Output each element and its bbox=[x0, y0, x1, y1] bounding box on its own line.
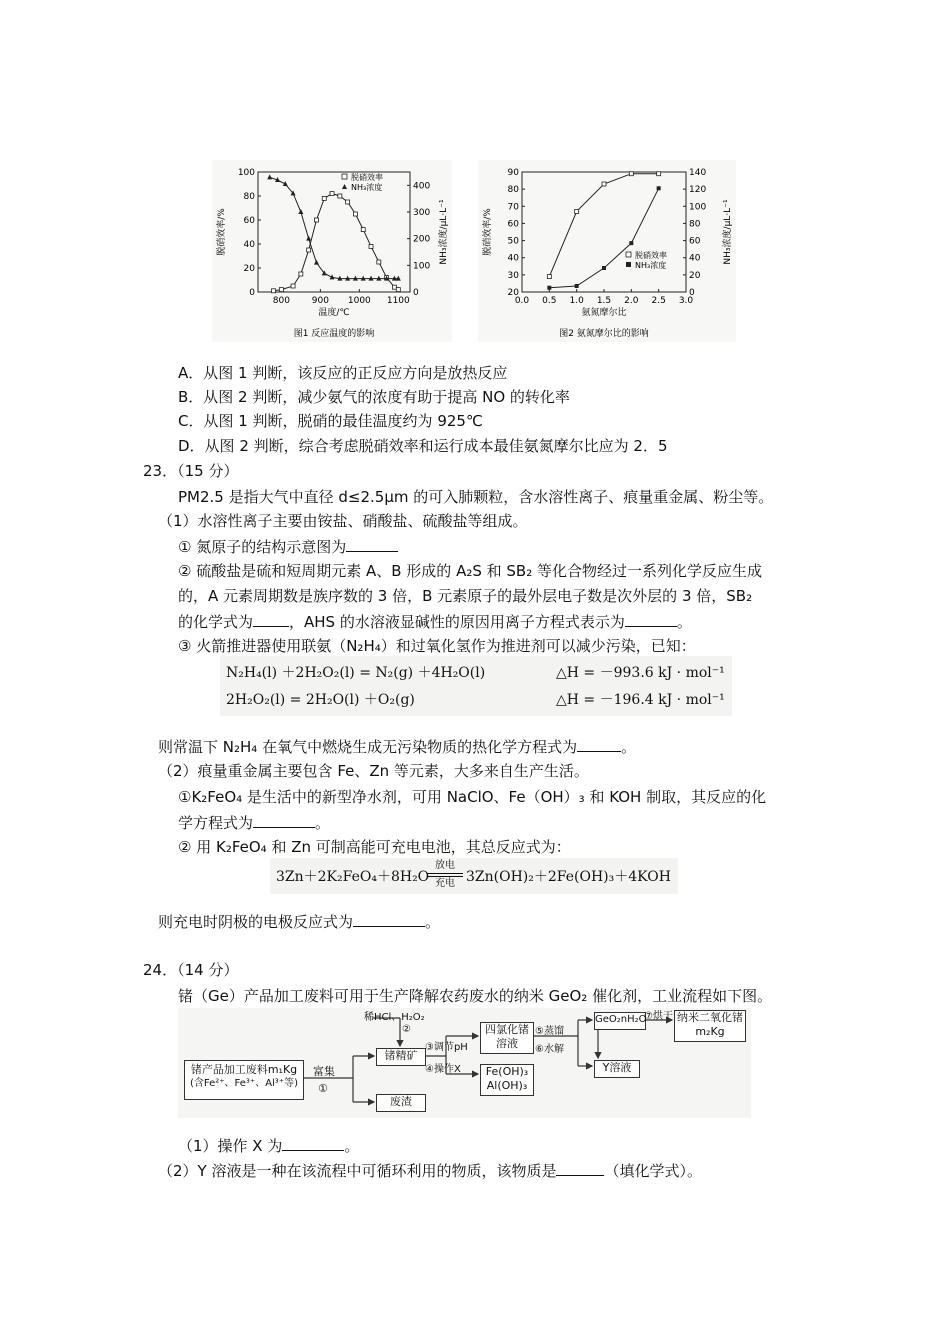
y-tick-label: 20 bbox=[243, 264, 255, 274]
q23-p1-2b: 的，A 元素周期数是族序数的 3 倍，B 元素原子的最外层电子数是次外层的 3 倍，SB₂ bbox=[178, 587, 753, 605]
q23-p2-1b-b: 。 bbox=[315, 814, 331, 832]
y-tick-label: 60 bbox=[243, 216, 255, 226]
flow-step2: ② bbox=[402, 1024, 411, 1035]
chart-title: 图1 反应温度的影响 bbox=[293, 329, 375, 339]
flow-reagent: 稀HCl、H₂O₂ bbox=[364, 1012, 425, 1023]
eq2-right: △H = －196.4 kJ · mol⁻¹ bbox=[556, 692, 725, 708]
q23-p1-3b-a: 则常温下 N₂H₄ 在氧气中燃烧生成无污染物质的热化学方程式为 bbox=[158, 738, 578, 756]
data-point-efficiency bbox=[307, 248, 311, 252]
data-point-efficiency bbox=[602, 182, 606, 186]
answer-blank-1[interactable] bbox=[346, 535, 398, 552]
x-axis-label: 氨氮摩尔比 bbox=[581, 308, 627, 318]
figure-2 bbox=[478, 160, 736, 342]
plot-frame bbox=[258, 172, 410, 292]
y2-tick-label: 60 bbox=[689, 236, 701, 247]
y2-axis-label: NH₃浓度/μL·L⁻¹ bbox=[723, 199, 733, 265]
plot-frame bbox=[522, 172, 686, 292]
y2-tick-label: 100 bbox=[689, 202, 707, 213]
option-d: D．从图 2 判断，综合考虑脱硝效率和运行成本最佳氨氮摩尔比应为 2．5 bbox=[178, 437, 668, 455]
q23-p2-3-a: 则充电时阴极的电极反应式为 bbox=[158, 913, 354, 931]
flow-product: 纳米二氧化锗 m₂Kg bbox=[674, 1010, 746, 1042]
flow-geo2-hydrate: GeO₂nH₂O bbox=[594, 1012, 646, 1030]
figure-1-chart bbox=[212, 160, 452, 342]
data-point-efficiency bbox=[291, 284, 295, 288]
q23-p2-1b-a: 学方程式为 bbox=[178, 814, 254, 832]
data-point-nh3 bbox=[396, 276, 401, 281]
x-tick-label: 0.0 bbox=[514, 296, 530, 306]
data-point-efficiency bbox=[338, 194, 342, 198]
q23-p1-3b-b: 。 bbox=[621, 738, 637, 756]
q23-p2-3 bbox=[158, 910, 440, 933]
y-tick-label: 40 bbox=[507, 253, 519, 264]
data-point-efficiency bbox=[279, 288, 283, 292]
answer-blank-2[interactable] bbox=[253, 610, 289, 627]
data-point-nh3 bbox=[306, 236, 311, 241]
y2-tick-label: 0 bbox=[689, 288, 695, 298]
flow-y-solution: Y溶液 bbox=[594, 1060, 640, 1078]
data-point-efficiency bbox=[353, 212, 357, 216]
q23-p2-2: ② 用 K₂FeO₄ 和 Zn 可制高能可充电电池，其总反应式为： bbox=[178, 838, 571, 856]
data-point-efficiency bbox=[361, 228, 365, 232]
q24-p1-a: （1）操作 X 为 bbox=[178, 1137, 283, 1155]
legend-marker-efficiency bbox=[342, 174, 347, 179]
series-line-efficiency bbox=[274, 194, 399, 291]
eq1-right: △H = －993.6 kJ · mol⁻¹ bbox=[556, 665, 725, 681]
chart-title: 图2 氨氮摩尔比的影响 bbox=[559, 329, 649, 339]
flow-chart bbox=[178, 1008, 751, 1118]
thermo-equations bbox=[220, 656, 732, 716]
eq3-left: 3Zn＋2K₂FeO₄＋8H₂O bbox=[276, 869, 430, 885]
y2-axis-label: NH₃浓度/μL·L⁻¹ bbox=[439, 199, 449, 265]
option-b: B．从图 2 判断，减少氨气的浓度有助于提高 NO 的转化率 bbox=[178, 388, 570, 406]
x-tick-label: 1.0 bbox=[569, 296, 584, 306]
x-tick-label: 1.5 bbox=[596, 296, 612, 306]
q23-p1-2c-c: 。 bbox=[676, 613, 692, 631]
q23-header: 23．（15 分） bbox=[143, 462, 239, 480]
data-point-nh3 bbox=[602, 266, 606, 270]
legend-label-efficiency: 脱硝效率 bbox=[351, 173, 383, 182]
data-point-nh3 bbox=[392, 276, 397, 281]
q24-header: 24．（14 分） bbox=[143, 961, 239, 979]
data-point-nh3 bbox=[353, 276, 358, 281]
flow-adjust-ph: ③调节pH bbox=[425, 1042, 468, 1053]
flow-operation-x: ④操作X bbox=[425, 1064, 461, 1075]
x-tick-label: 1100 bbox=[386, 296, 410, 306]
option-a: A．从图 1 判断，该反应的正反应方向是放热反应 bbox=[178, 364, 508, 382]
data-point-efficiency bbox=[299, 272, 303, 276]
x-axis-label: 温度/℃ bbox=[318, 308, 350, 318]
answer-blank-3[interactable] bbox=[625, 610, 677, 627]
eq3-right: 3Zn(OH)₂＋2Fe(OH)₃＋4KOH bbox=[466, 869, 671, 885]
q23-p1-2a: ② 硫酸盐是硫和短周期元素 A、B 形成的 A₂S 和 SB₂ 等化合物经过一系列化学反应生成 bbox=[178, 562, 762, 580]
y2-tick-label: 80 bbox=[689, 219, 701, 230]
flow-hydroxides: Fe(OH)₃ Al(OH)₃ bbox=[480, 1064, 534, 1096]
flow-raw-sub: (含Fe²⁺、Fe³⁺、Al³⁺等) bbox=[190, 1078, 298, 1089]
data-point-efficiency bbox=[629, 172, 633, 176]
eq2-left: 2H₂O₂(l) = 2H₂O(l) ＋O₂(g) bbox=[226, 692, 415, 708]
legend-label-efficiency: 脱硝效率 bbox=[635, 251, 667, 260]
eq3-discharge: 放电 bbox=[435, 860, 455, 871]
legend-label-nh3: NH₃浓度 bbox=[635, 261, 667, 270]
answer-blank-4[interactable] bbox=[577, 735, 621, 752]
q23-p1-2c-a: 的化学式为 bbox=[178, 613, 254, 631]
flow-raw-label: 锗产品加工废料m₁Kg bbox=[190, 1063, 298, 1076]
flow-enrich: 富集 bbox=[313, 1065, 335, 1078]
y-tick-label: 100 bbox=[237, 168, 255, 178]
legend-marker-nh3 bbox=[626, 262, 631, 267]
flow-dry: ⑦烘干 bbox=[644, 1011, 673, 1022]
flow-step1: ① bbox=[318, 1082, 328, 1095]
data-point-nh3 bbox=[629, 241, 633, 245]
battery-equation bbox=[270, 858, 678, 894]
data-point-nh3 bbox=[657, 186, 661, 190]
data-point-efficiency bbox=[322, 196, 326, 200]
q23-intro: PM2.5 是指大气中直径 d≤2.5μm 的可入肺颗粒，含水溶性离子、痕量重金属、粉尘等。 bbox=[178, 488, 774, 506]
figure-1 bbox=[212, 160, 452, 342]
data-point-efficiency bbox=[392, 285, 396, 289]
q23-p1-3: ③ 火箭推进器使用联氨（N₂H₄）和过氧化氢作为推进剂可以减少污染，已知： bbox=[178, 637, 696, 655]
q23-part1: （1）水溶性离子主要由铵盐、硝酸盐、硫酸盐等组成。 bbox=[158, 512, 528, 530]
q23-p2-1b bbox=[178, 811, 330, 834]
data-point-nh3 bbox=[369, 276, 374, 281]
data-point-efficiency bbox=[657, 172, 661, 176]
q24-p1-b: 。 bbox=[344, 1137, 360, 1155]
legend-marker-efficiency bbox=[626, 252, 631, 257]
data-point-efficiency bbox=[575, 209, 579, 213]
y-axis-label: 脱硝效率/% bbox=[483, 208, 493, 256]
q23-part2: （2）痕量重金属主要包含 Fe、Zn 等元素，大多来自生产生活。 bbox=[158, 762, 589, 780]
option-c: C．从图 1 判断，脱硝的最佳温度约为 925℃ bbox=[178, 412, 483, 430]
y2-tick-label: 40 bbox=[689, 253, 701, 264]
q23-p2-3-b: 。 bbox=[425, 913, 441, 931]
x-tick-label: 0.5 bbox=[542, 296, 557, 306]
flow-waste: 废渣 bbox=[376, 1094, 426, 1112]
legend-label-nh3: NH₃浓度 bbox=[351, 183, 383, 192]
data-point-nh3 bbox=[547, 286, 551, 290]
y-tick-label: 40 bbox=[243, 240, 255, 250]
eq3-charge: 充电 bbox=[435, 878, 455, 889]
figure-2-chart bbox=[478, 160, 736, 342]
q24-intro: 锗（Ge）产品加工废料可用于生产降解农药废水的纳米 GeO₂ 催化剂，工业流程如下图。 bbox=[178, 987, 773, 1005]
y2-tick-label: 0 bbox=[413, 288, 419, 298]
answer-blank-5[interactable] bbox=[253, 811, 315, 828]
data-point-efficiency bbox=[330, 192, 334, 196]
y2-tick-label: 120 bbox=[689, 185, 707, 196]
flow-raw-material bbox=[184, 1060, 304, 1100]
data-point-efficiency bbox=[377, 260, 381, 264]
data-point-efficiency bbox=[396, 288, 400, 292]
q24-p2-b: （填化学式）。 bbox=[604, 1162, 702, 1180]
x-tick-label: 800 bbox=[272, 296, 290, 306]
y2-tick-label: 100 bbox=[413, 261, 431, 272]
data-point-nh3 bbox=[361, 276, 366, 281]
data-point-nh3 bbox=[267, 174, 272, 179]
q23-p1-2c-b: ，AHS 的水溶液显碱性的原因用离子方程式表示为 bbox=[289, 613, 625, 631]
flow-hydrolysis: ⑥水解 bbox=[535, 1044, 564, 1055]
y2-tick-label: 200 bbox=[413, 234, 431, 245]
x-tick-label: 3.0 bbox=[678, 296, 694, 306]
y-tick-label: 80 bbox=[243, 192, 255, 202]
q23-p1-3b bbox=[158, 735, 636, 758]
data-point-nh3 bbox=[345, 276, 350, 281]
data-point-efficiency bbox=[346, 200, 350, 204]
y-tick-label: 0 bbox=[249, 288, 255, 298]
answer-blank-8[interactable] bbox=[556, 1159, 604, 1176]
data-point-efficiency bbox=[369, 244, 373, 248]
y-tick-label: 60 bbox=[507, 219, 519, 230]
data-point-nh3 bbox=[314, 260, 319, 265]
q23-p1-2c bbox=[178, 610, 692, 633]
eq3-double-arrow bbox=[427, 873, 463, 877]
y-tick-label: 80 bbox=[507, 185, 519, 196]
x-tick-label: 2.0 bbox=[624, 296, 639, 306]
y-axis-label: 脱硝效率/% bbox=[217, 208, 227, 256]
eq3-arrow bbox=[427, 860, 463, 890]
q24-part1 bbox=[178, 1134, 359, 1157]
flow-gecl4: 四氯化锗溶液 bbox=[480, 1022, 534, 1054]
flow-distill: ⑤蒸馏 bbox=[535, 1026, 564, 1037]
x-tick-label: 1000 bbox=[347, 296, 371, 306]
y2-tick-label: 20 bbox=[689, 270, 701, 281]
data-point-efficiency bbox=[314, 218, 318, 222]
data-point-nh3 bbox=[575, 284, 579, 288]
y-tick-label: 20 bbox=[507, 288, 519, 298]
q23-p1-1 bbox=[178, 535, 398, 558]
answer-blank-7[interactable] bbox=[282, 1134, 344, 1151]
y-tick-label: 50 bbox=[507, 236, 519, 247]
y2-tick-label: 300 bbox=[413, 208, 431, 218]
data-point-efficiency bbox=[547, 275, 551, 279]
x-tick-label: 2.5 bbox=[651, 296, 666, 306]
legend-marker-nh3 bbox=[342, 184, 347, 189]
answer-blank-6[interactable] bbox=[353, 910, 425, 927]
x-tick-label: 900 bbox=[311, 296, 329, 306]
data-point-nh3 bbox=[376, 276, 381, 281]
data-point-efficiency bbox=[272, 289, 276, 293]
q23-p1-1-text: ① 氮原子的结构示意图为 bbox=[178, 538, 347, 556]
eq1-left: N₂H₄(l) ＋2H₂O₂(l) = N₂(g) ＋4H₂O(l) bbox=[226, 665, 486, 681]
q24-part2 bbox=[158, 1159, 702, 1182]
flow-ore: 锗精矿 bbox=[376, 1048, 426, 1066]
q23-p2-1a: ①K₂FeO₄ 是生活中的新型净水剂，可用 NaClO、Fe（OH）₃ 和 KOH 制取，其反应的化 bbox=[178, 788, 767, 806]
y2-tick-label: 400 bbox=[413, 181, 431, 192]
y-tick-label: 30 bbox=[507, 270, 519, 281]
q24-p2-a: （2）Y 溶液是一种在该流程中可循环利用的物质，该物质是 bbox=[158, 1162, 557, 1180]
data-point-nh3 bbox=[298, 209, 303, 214]
y-tick-label: 90 bbox=[507, 168, 519, 178]
y2-tick-label: 140 bbox=[689, 168, 707, 178]
y-tick-label: 70 bbox=[507, 202, 519, 213]
